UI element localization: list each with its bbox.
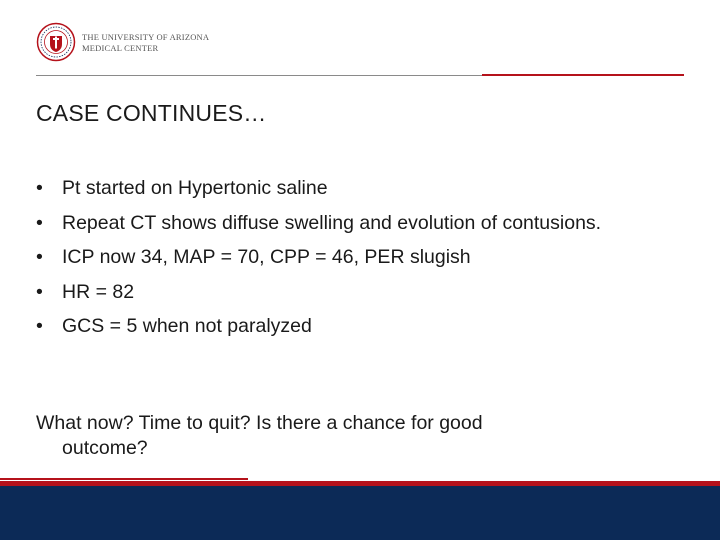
university-seal-icon	[36, 22, 76, 62]
organization-name	[82, 32, 209, 54]
bullet-icon: •	[36, 315, 43, 337]
bullet-icon: •	[36, 246, 43, 268]
bullet-item	[36, 315, 666, 339]
bullet-text: Pt started on Hypertonic saline	[62, 177, 328, 199]
bullet-text: Repeat CT shows diffuse swelling and evolution of contusions.	[62, 211, 602, 234]
slide-title: CASE CONTINUES…	[36, 100, 267, 126]
closing-question-line2: outcome?	[62, 437, 148, 459]
bullet-item	[36, 246, 666, 270]
header-divider-gray	[36, 75, 482, 76]
footer-accent-line	[0, 478, 248, 480]
bullet-list	[36, 177, 666, 350]
bullet-text: GCS = 5 when not paralyzed	[62, 315, 312, 337]
bullet-item	[36, 281, 666, 305]
bullet-icon: •	[36, 211, 43, 234]
closing-question	[36, 411, 636, 461]
bullet-icon: •	[36, 177, 43, 199]
organization-name-line1: THE UNIVERSITY OF ARIZONA	[82, 32, 210, 42]
organization-name-line2: MEDICAL CENTER	[82, 43, 159, 53]
closing-question-line1: What now? Time to quit? Is there a chance for good	[36, 412, 483, 434]
bullet-item	[36, 212, 666, 236]
bullet-icon: •	[36, 280, 43, 303]
bullet-text: ICP now 34, MAP = 70, CPP = 46, PER slugish	[62, 246, 471, 268]
bullet-text: HR = 82	[62, 280, 135, 303]
bullet-item	[36, 177, 666, 201]
footer-blue-band	[0, 486, 720, 540]
header-divider-red	[482, 74, 684, 76]
